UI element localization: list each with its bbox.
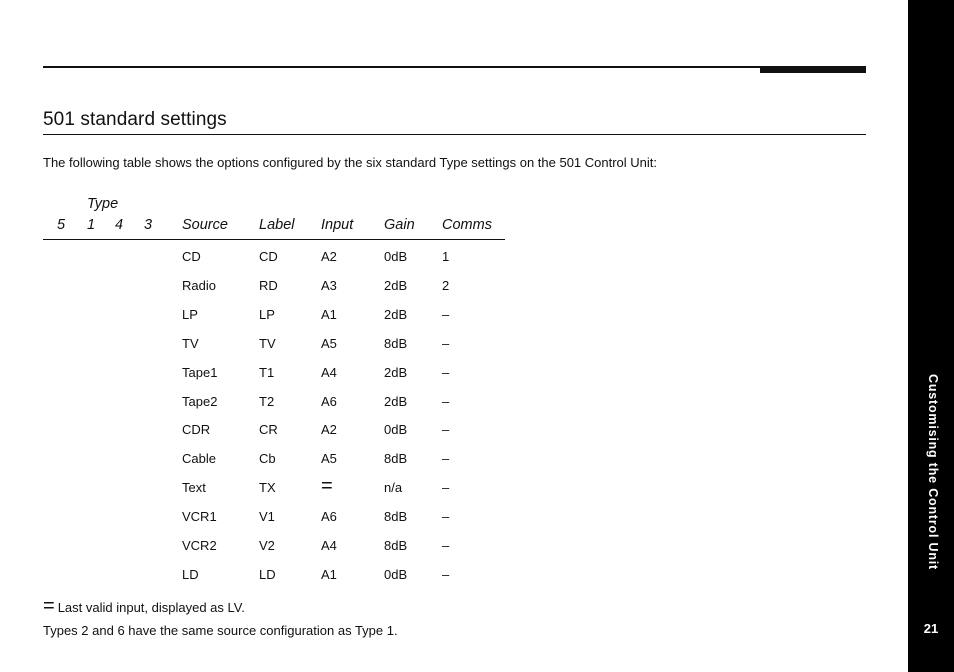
equals-symbol: = <box>43 595 55 617</box>
header-input: Input <box>321 217 354 233</box>
cell-comms: – <box>442 451 450 467</box>
cell-gain: 2dB <box>384 277 408 293</box>
cell-gain: 2dB <box>384 393 408 409</box>
note-last-valid <box>43 595 245 617</box>
cell-input: A4 <box>321 364 337 380</box>
cell-source: VCR2 <box>182 538 217 553</box>
cell-gain: n/a <box>384 480 403 496</box>
cell-source: VCR1 <box>182 509 217 525</box>
cell-input: A2 <box>321 249 337 264</box>
cell-label: V2 <box>259 538 275 553</box>
cell-comms: 2 <box>442 277 450 293</box>
cell-source: LP <box>182 306 198 322</box>
cell-label: CD <box>259 249 278 264</box>
note-last-valid-text: Last valid input, displayed as LV. <box>57 600 245 615</box>
cell-gain: 8dB <box>384 335 408 351</box>
cell-source: Cable <box>182 451 216 467</box>
cell-source: LD <box>182 566 199 582</box>
cell-source: Tape2 <box>182 393 218 409</box>
cell-comms: – <box>442 538 450 553</box>
cell-comms: – <box>442 335 450 351</box>
cell-input: A3 <box>321 277 337 293</box>
cell-gain: 8dB <box>384 538 408 553</box>
top-rule-tab <box>760 66 866 73</box>
top-rule <box>43 66 866 68</box>
cell-comms: – <box>442 306 450 322</box>
cell-input: A1 <box>321 566 337 582</box>
cell-comms: – <box>442 422 450 438</box>
type-col-5: 5 <box>57 217 66 233</box>
cell-label: T2 <box>259 393 275 409</box>
cell-comms: – <box>442 393 450 409</box>
cell-comms: – <box>442 566 450 582</box>
cell-comms: 1 <box>442 249 450 264</box>
cell-source: CDR <box>182 422 211 438</box>
cell-input: A5 <box>321 451 337 467</box>
page-number: 21 <box>923 621 939 636</box>
side-band <box>908 0 954 672</box>
header-gain: Gain <box>384 217 415 233</box>
cell-input: A1 <box>321 306 337 322</box>
cell-comms: – <box>442 509 450 525</box>
cell-label: CR <box>259 422 278 438</box>
type-col-3: 3 <box>144 217 153 233</box>
cell-label: LD <box>259 566 276 582</box>
cell-label: V1 <box>259 509 275 525</box>
cell-source: TV <box>182 335 199 351</box>
intro-paragraph: The following table shows the options configured by the six standard Type settings on the 501 Control Unit: <box>43 155 658 170</box>
cell-source: Text <box>182 480 206 496</box>
cell-source: Tape1 <box>182 364 218 380</box>
type-col-1: 1 <box>87 217 96 233</box>
chapter-tab: Customising the Control Unit <box>926 374 940 570</box>
cell-source: CD <box>182 249 201 264</box>
cell-gain: 8dB <box>384 451 408 467</box>
cell-gain: 8dB <box>384 509 408 525</box>
cell-input: A6 <box>321 393 337 409</box>
cell-input: A5 <box>321 335 337 351</box>
cell-gain: 0dB <box>384 566 408 582</box>
title-rule <box>43 134 866 135</box>
cell-source: Radio <box>182 277 216 293</box>
cell-label: TX <box>259 480 276 496</box>
section-title: 501 standard settings <box>43 109 227 130</box>
cell-label: LP <box>259 306 275 322</box>
header-comms: Comms <box>442 217 492 233</box>
cell-gain: 2dB <box>384 364 408 380</box>
cell-comms: – <box>442 480 450 496</box>
cell-gain: 0dB <box>384 422 408 438</box>
cell-input: = <box>321 475 333 498</box>
cell-label: T1 <box>259 364 275 380</box>
cell-input: A4 <box>321 538 337 553</box>
header-rule <box>43 239 505 240</box>
cell-input: A6 <box>321 509 337 525</box>
note-types: Types 2 and 6 have the same source configuration as Type 1. <box>43 623 398 638</box>
cell-label: RD <box>259 277 278 293</box>
cell-label: TV <box>259 335 276 351</box>
type-col-4: 4 <box>115 217 124 233</box>
header-source: Source <box>182 217 228 233</box>
cell-input: A2 <box>321 422 337 438</box>
type-header: Type <box>87 196 119 212</box>
header-label: Label <box>259 217 295 233</box>
cell-comms: – <box>442 364 450 380</box>
cell-gain: 0dB <box>384 249 408 264</box>
cell-label: Cb <box>259 451 276 467</box>
cell-gain: 2dB <box>384 306 408 322</box>
